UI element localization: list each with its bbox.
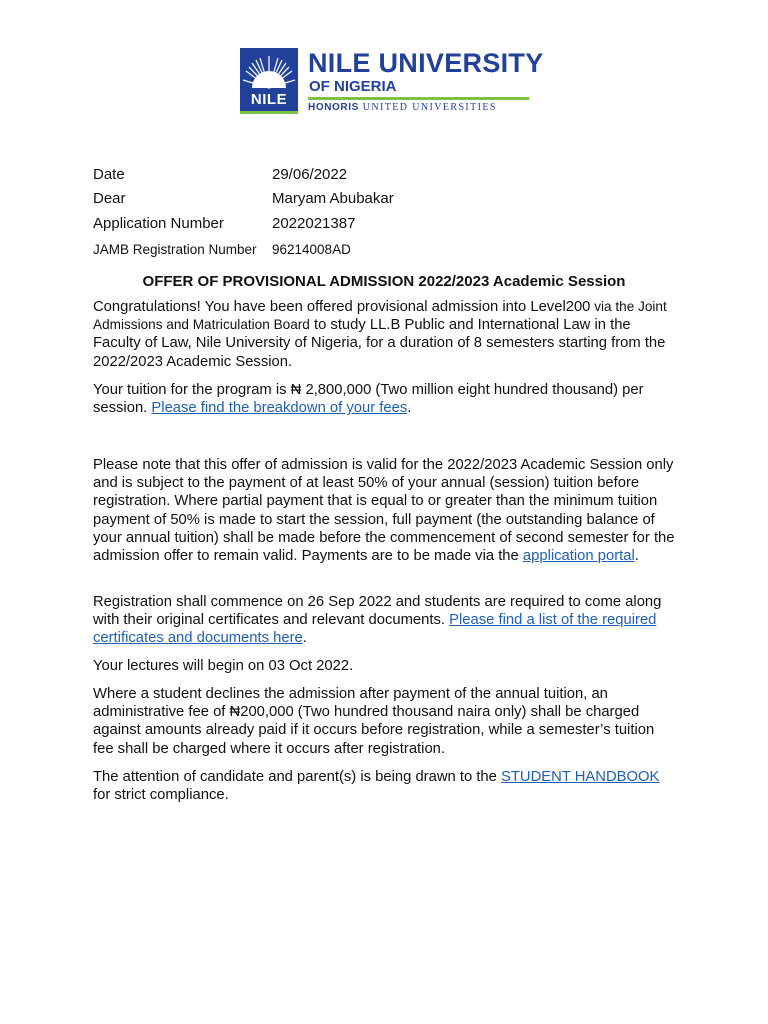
p3-after: .	[634, 548, 639, 565]
p4-text: Registration shall commence on 26 Sep 2022 and students are required to come along with their original certificates and relevant documents.	[93, 594, 662, 629]
badge-text: NILE	[250, 91, 288, 108]
nile-badge-icon	[240, 48, 298, 114]
p3-text: Please note that this offer of admission is valid for the 2022/2023 Academic Session only and is subject to the payment of at least 50% of your annual (session) tuition before registration. Where partial payment that is equal to or greater than the minimum tuition payment of 50% is made to start the session, full payment (the outstanding balance of your annual tuition) shall be made before the commencement of second semester for the admission offer to remain valid. Payments are to be made via the	[93, 457, 675, 565]
p2-after: .	[407, 400, 412, 417]
detail-value: 96214008AD	[272, 241, 351, 257]
p7-text: The attention of candidate and parent(s) is being drawn to the	[93, 769, 501, 785]
p7-after: for strict compliance.	[93, 787, 229, 804]
letter-title: OFFER OF PROVISIONAL ADMISSION 2022/2023 Academic Session	[142, 273, 626, 290]
paragraph-validity	[93, 456, 677, 565]
logo-tagline	[308, 102, 497, 113]
paragraph-handbook	[93, 768, 677, 804]
university-name: NILE UNIVERSITY	[308, 48, 544, 78]
paragraph-congratulations	[93, 298, 677, 371]
paragraph-tuition	[93, 381, 677, 417]
university-subname: OF NIGERIA	[309, 78, 397, 95]
detail-label: Application Number	[93, 214, 224, 232]
detail-value: Maryam Abubakar	[272, 190, 394, 208]
detail-label: JAMB Registration Number	[93, 241, 257, 257]
university-logo	[240, 48, 544, 116]
paragraph-declines: Where a student declines the admission after payment of the annual tuition, an administrative fee of ₦200,000 (Two hundred thousand naira only) shall be charged against amounts already paid if it occurs before registration, while a semester’s tuition fee shall be charged where it occurs after registration.	[93, 686, 655, 757]
p1-text-b: via the Joint Admissions and Matriculation Board	[93, 299, 667, 333]
fees-breakdown-link[interactable]: Please find the breakdown of your fees	[151, 400, 408, 417]
detail-label: Dear	[93, 190, 126, 208]
detail-label: Date	[93, 165, 125, 183]
detail-value: 29/06/2022	[272, 165, 348, 183]
detail-row-dear	[93, 187, 673, 212]
p2-text: Your tuition for the program is ₦ 2,800,000 (Two million eight hundred thousand) per session.	[93, 382, 644, 417]
detail-row-date	[93, 162, 673, 187]
logo-divider	[308, 97, 529, 100]
paragraph-lectures: Your lectures will begin on 03 Oct 2022.	[93, 658, 354, 674]
p1-text-c: to study LL.B Public and International Law in the Faculty of Law, Nile University of Nigeria, for a duration of 8 semesters starting from the 2022/2023 Academic Session.	[93, 317, 666, 370]
detail-value: 2022021387	[272, 214, 356, 232]
badge-green-bar	[240, 111, 298, 114]
tagline-rest: UNITED UNIVERSITIES	[358, 102, 497, 113]
paragraph-registration	[93, 593, 677, 648]
student-handbook-link[interactable]: STUDENT HANDBOOK	[501, 769, 660, 785]
detail-row-application-number	[93, 211, 673, 236]
applicant-details	[93, 162, 673, 263]
required-documents-link[interactable]: Please find a list of the required certificates and documents here	[93, 612, 657, 647]
detail-row-jamb-number	[93, 236, 673, 263]
application-portal-link[interactable]: application portal	[522, 548, 635, 565]
p1-text-a: Congratulations! You have been offered provisional admission into Level200	[93, 299, 591, 315]
tagline-bold: HONORIS	[308, 102, 359, 113]
p4-after: .	[302, 630, 307, 647]
